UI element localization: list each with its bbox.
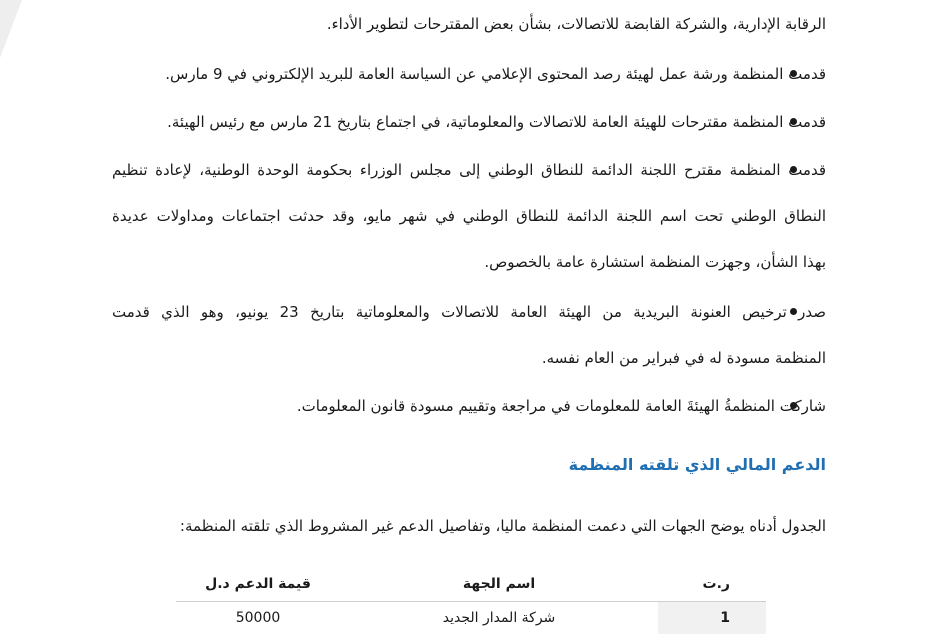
bullet-5-line-1: شاركت المنظمةُ الهيئةَ العامة للمعلومات في مراجعة وتقييم مسودة قانون المعلومات. <box>296 397 826 415</box>
bullet-1-line-1: قدمت المنظمة ورشة عمل لهيئة رصد المحتوى الإعلامي عن السياسة العامة للبريد الإلكتروني في 9 مارس. <box>165 65 826 83</box>
page-corner-shape <box>0 0 60 80</box>
bullet-3-line-1: قدمت المنظمة مقترح اللجنة الدائمة للنطاق الوطني إلى مجلس الوزراء بحكومة الوحدة الوطنية، لإعادة تنظيم <box>112 161 826 179</box>
table-row <box>176 602 766 635</box>
column-header-amount: قيمة الدعم د.ل <box>205 576 311 592</box>
section-heading: الدعم المالي الذي تلقته المنظمة <box>568 455 826 474</box>
row-entity-cell: شركة المدار الجديد <box>340 602 658 635</box>
bullet-3-line-3: بهذا الشأن، وجهزت المنظمة استشارة عامة بالخصوص. <box>484 253 826 271</box>
row-index-cell: 1 <box>658 602 766 635</box>
intro-line: الرقابة الإدارية، والشركة القابضة للاتصالات، بشأن بعض المقترحات لتطوير الأداء. <box>326 15 826 33</box>
support-table <box>176 567 766 634</box>
section-intro: الجدول أدناه يوضح الجهات التي دعمت المنظمة ماليا، وتفاصيل الدعم غير المشروط الذي تلقته المنظمة: <box>179 517 826 535</box>
bullet-3-line-2: النطاق الوطني تحت اسم اللجنة الدائمة للنطاق الوطني في شهر مايو، وقد حدثت اجتماعات ومداولات عديدة <box>112 207 826 225</box>
table-header-row <box>176 567 766 602</box>
row-amount-cell: 50000 <box>176 602 340 635</box>
column-header-index: ر.ت <box>702 576 730 592</box>
bullet-4-line-2: المنظمة مسودة له في فبراير من العام نفسه. <box>541 349 826 367</box>
bullet-2-line-1: قدمت المنظمة مقترحات للهيئة العامة للاتصالات والمعلوماتية، في اجتماع بتاريخ 21 مارس مع رئيس الهيئة. <box>167 113 826 131</box>
bullet-4-line-1: صدر ترخيص العنونة البريدية من الهيئة العامة للاتصالات والمعلوماتية بتاريخ 23 يونيو، وهو الذي قدمت <box>112 303 826 321</box>
column-header-entity: اسم الجهة <box>462 576 536 592</box>
